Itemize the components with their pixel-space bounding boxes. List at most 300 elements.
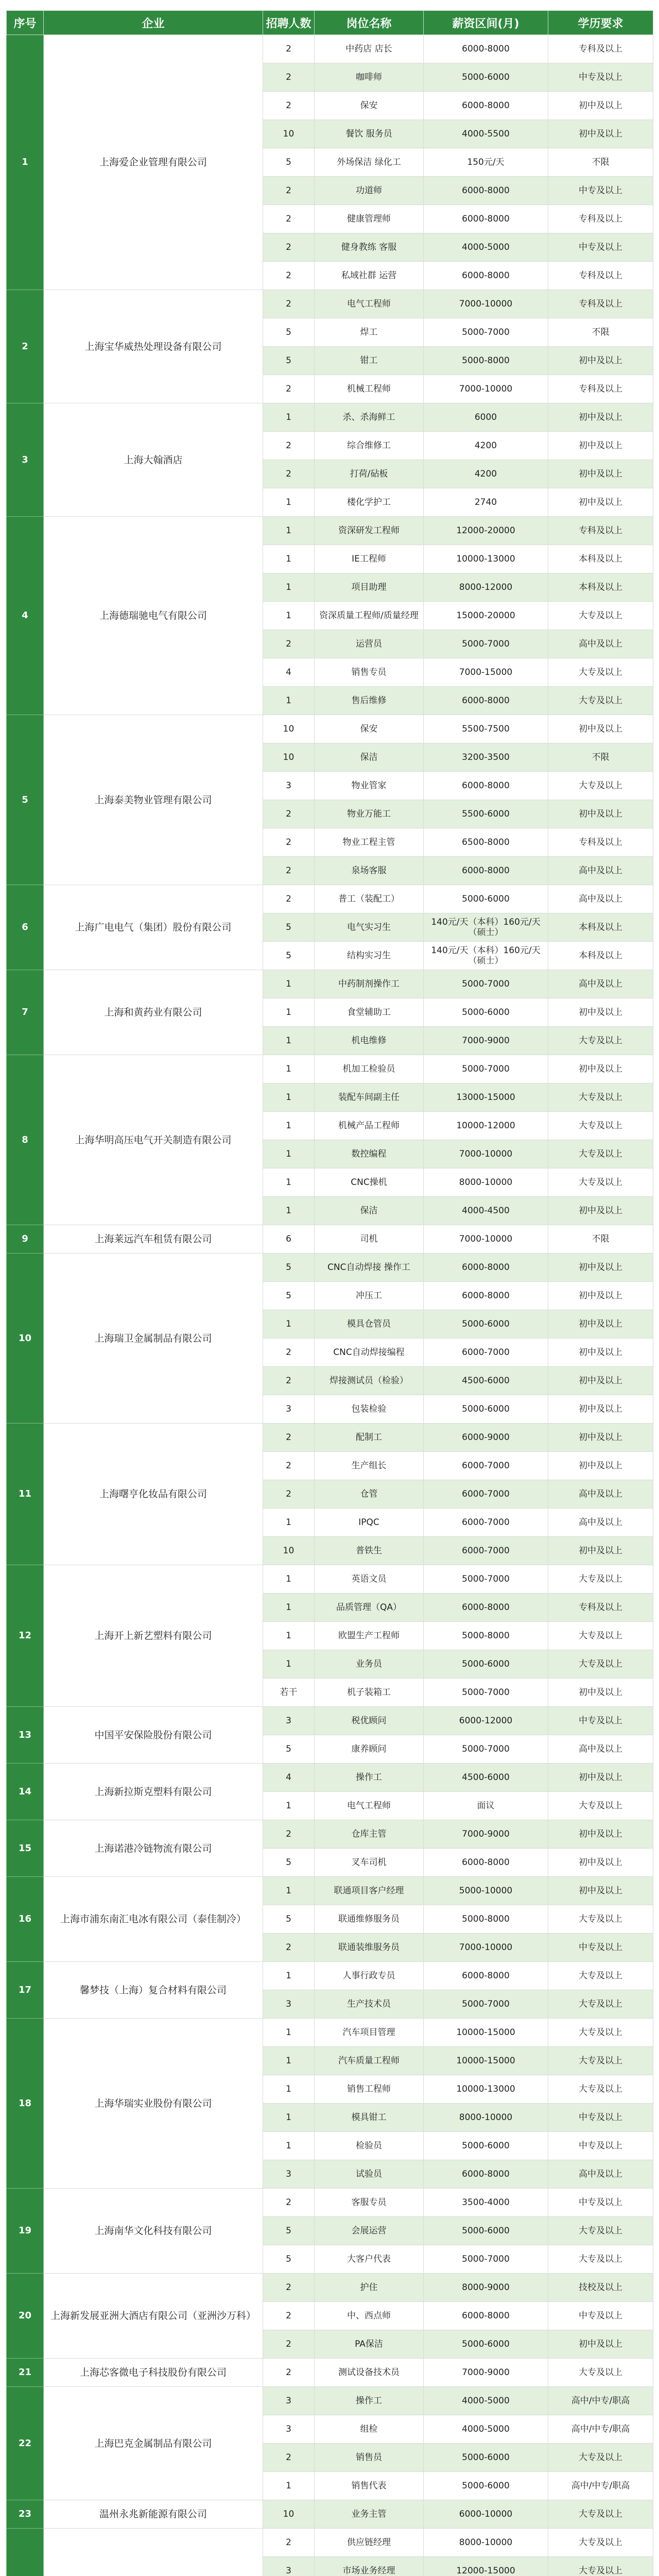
row-number: 17: [7, 1962, 44, 2019]
education-requirement: 大专及以上: [548, 2047, 653, 2075]
row-number: [7, 2529, 44, 2576]
hiring-count: 1: [263, 1197, 315, 1225]
education-requirement: 大专及以上: [548, 2245, 653, 2274]
company-name: 上海华明高压电气开关制造有限公司: [44, 1055, 263, 1225]
position-name: 司机: [315, 1225, 424, 1253]
hiring-count: 1: [263, 998, 315, 1027]
education-requirement: 大专及以上: [548, 2075, 653, 2104]
hiring-count: 2: [263, 1934, 315, 1962]
position-name: 杀、杀海鲜工: [315, 403, 424, 432]
education-requirement: 大专及以上: [548, 1112, 653, 1140]
position-name: 售后维修: [315, 687, 424, 715]
salary-range: 4200: [424, 432, 548, 460]
position-name: 汽车质量工程师: [315, 2047, 424, 2075]
position-name: 英语文员: [315, 1565, 424, 1594]
position-name: CNC操机: [315, 1168, 424, 1197]
hiring-count: 1: [263, 2019, 315, 2047]
company-name: 中国平安保险股份有限公司: [44, 1707, 263, 1764]
position-name: 保安: [315, 715, 424, 743]
company-name: 上海市浦东南汇电冰有限公司（泰佳制冷）: [44, 1877, 263, 1962]
salary-range: 7000-15000: [424, 658, 548, 687]
salary-range: 12000-15000: [424, 2557, 548, 2576]
hiring-count: 2: [263, 460, 315, 488]
row-number: 4: [7, 517, 44, 715]
hiring-count: 若干: [263, 1679, 315, 1707]
row-number: 18: [7, 2019, 44, 2189]
row-number: 2: [7, 290, 44, 403]
salary-range: 6000-8000: [424, 1594, 548, 1622]
header-row: [7, 11, 653, 35]
salary-range: 6000-8000: [424, 205, 548, 233]
hiring-count: 2: [263, 92, 315, 120]
salary-range: 10000-13000: [424, 545, 548, 573]
salary-range: 6000-8000: [424, 1253, 548, 1282]
salary-range: 5000-6000: [424, 2217, 548, 2245]
header-position: 岗位名称: [315, 11, 424, 35]
hiring-count: 2: [263, 432, 315, 460]
education-requirement: 高中/中专/职高: [548, 2387, 653, 2415]
education-requirement: 专科及以上: [548, 1594, 653, 1622]
salary-range: 5000-7000: [424, 318, 548, 347]
hiring-count: 1: [263, 1962, 315, 1990]
hiring-count: 2: [263, 35, 315, 63]
education-requirement: 初中及以上: [548, 1423, 653, 1452]
salary-range: 6000-8000: [424, 92, 548, 120]
hiring-count: 1: [263, 602, 315, 630]
position-name: 市场业务经理: [315, 2557, 424, 2576]
education-requirement: 专科及以上: [548, 375, 653, 403]
position-name: 模具钳工: [315, 2104, 424, 2132]
hiring-count: 10: [263, 2500, 315, 2529]
table-row: [7, 1877, 653, 1905]
hiring-count: 1: [263, 2104, 315, 2132]
education-requirement: 初中及以上: [548, 800, 653, 828]
hiring-count: 2: [263, 233, 315, 262]
row-number: 8: [7, 1055, 44, 1225]
education-requirement: 大专及以上: [548, 658, 653, 687]
hiring-count: 1: [263, 1140, 315, 1168]
salary-range: 4000-5000: [424, 233, 548, 262]
position-name: 业务员: [315, 1650, 424, 1679]
salary-range: 10000-15000: [424, 2019, 548, 2047]
row-number: 11: [7, 1423, 44, 1565]
position-name: 外场保洁 绿化工: [315, 148, 424, 177]
position-name: 保安: [315, 92, 424, 120]
position-name: 检验员: [315, 2132, 424, 2160]
position-name: 泉场客服: [315, 857, 424, 885]
hiring-count: 2: [263, 177, 315, 205]
hiring-count: 10: [263, 715, 315, 743]
header-education: 学历要求: [548, 11, 653, 35]
salary-range: 6500-8000: [424, 828, 548, 857]
salary-range: 7000-10000: [424, 1934, 548, 1962]
salary-range: 5000-6000: [424, 1395, 548, 1423]
education-requirement: 技校及以上: [548, 2274, 653, 2302]
hiring-count: 3: [263, 2160, 315, 2189]
hiring-count: 1: [263, 2132, 315, 2160]
salary-range: 5000-7000: [424, 1735, 548, 1764]
hiring-count: 2: [263, 2359, 315, 2387]
education-requirement: 本科及以上: [548, 913, 653, 942]
hiring-count: 1: [263, 1083, 315, 1112]
position-name: 餐饮 服务员: [315, 120, 424, 148]
hiring-count: 5: [263, 318, 315, 347]
salary-range: 5500-6000: [424, 800, 548, 828]
hiring-count: 5: [263, 2217, 315, 2245]
education-requirement: 不限: [548, 1225, 653, 1253]
row-number: 15: [7, 1820, 44, 1877]
company-name: 上海爱企业管理有限公司: [44, 35, 263, 290]
salary-range: 5000-6000: [424, 2330, 548, 2359]
salary-range: 5000-7000: [424, 1055, 548, 1083]
hiring-count: 2: [263, 2189, 315, 2217]
hiring-count: 2: [263, 290, 315, 318]
hiring-count: 1: [263, 1055, 315, 1083]
salary-range: 7000-10000: [424, 375, 548, 403]
education-requirement: 专科及以上: [548, 828, 653, 857]
hiring-count: 5: [263, 1282, 315, 1310]
education-requirement: 大专及以上: [548, 2217, 653, 2245]
salary-range: 6000-7000: [424, 1480, 548, 1509]
salary-range: 10000-15000: [424, 2047, 548, 2075]
company-name: 上海德瑞驰电气有限公司: [44, 517, 263, 715]
education-requirement: 大专及以上: [548, 1905, 653, 1934]
salary-range: 2740: [424, 488, 548, 517]
education-requirement: 初中及以上: [548, 488, 653, 517]
position-name: 运营员: [315, 630, 424, 658]
position-name: 客服专员: [315, 2189, 424, 2217]
table-row: [7, 2189, 653, 2217]
education-requirement: 初中及以上: [548, 1849, 653, 1877]
education-requirement: 大专及以上: [548, 1962, 653, 1990]
salary-range: 10000-13000: [424, 2075, 548, 2104]
salary-range: 7000-9000: [424, 1820, 548, 1849]
company-name: 温州永兆新能源有限公司: [44, 2500, 263, 2529]
education-requirement: 初中及以上: [548, 1537, 653, 1565]
position-name: 楼化学护工: [315, 488, 424, 517]
salary-range: 15000-20000: [424, 602, 548, 630]
row-number: 7: [7, 970, 44, 1055]
hiring-count: 5: [263, 2245, 315, 2274]
position-name: 钳工: [315, 347, 424, 375]
position-name: 物业管家: [315, 772, 424, 800]
position-name: 项目助理: [315, 573, 424, 602]
position-name: 会展运营: [315, 2217, 424, 2245]
salary-range: 150元/天: [424, 148, 548, 177]
row-number: 16: [7, 1877, 44, 1962]
position-name: 品质管理（QA）: [315, 1594, 424, 1622]
position-name: 数控编程: [315, 1140, 424, 1168]
salary-range: 4000-5500: [424, 120, 548, 148]
education-requirement: 初中及以上: [548, 1282, 653, 1310]
salary-range: 5000-6000: [424, 885, 548, 913]
education-requirement: 初中及以上: [548, 1679, 653, 1707]
hiring-count: 2: [263, 262, 315, 290]
position-name: CNC自动焊接编程: [315, 1338, 424, 1367]
position-name: 试验员: [315, 2160, 424, 2189]
company-name: 上海诺港冷链物流有限公司: [44, 1820, 263, 1877]
hiring-count: 10: [263, 120, 315, 148]
position-name: 测试设备技术员: [315, 2359, 424, 2387]
company-name: 上海瑞卫金属制品有限公司: [44, 1253, 263, 1423]
education-requirement: 初中及以上: [548, 120, 653, 148]
salary-range: 6000-8000: [424, 2160, 548, 2189]
salary-range: 5000-7000: [424, 630, 548, 658]
education-requirement: 中专及以上: [548, 2189, 653, 2217]
header-company: 企业: [44, 11, 263, 35]
position-name: 仓管: [315, 1480, 424, 1509]
hiring-count: 1: [263, 1168, 315, 1197]
salary-range: 5000-6000: [424, 2472, 548, 2500]
salary-range: 6000-8000: [424, 1849, 548, 1877]
salary-range: 5000-7000: [424, 2245, 548, 2274]
company-name: 上海华瑞实业股份有限公司: [44, 2019, 263, 2189]
company-name: 上海芯客微电子科技股份有限公司: [44, 2359, 263, 2387]
education-requirement: 初中及以上: [548, 1395, 653, 1423]
position-name: 生产技术员: [315, 1990, 424, 2019]
position-name: 中、西点师: [315, 2302, 424, 2330]
hiring-count: 2: [263, 375, 315, 403]
row-number: 14: [7, 1764, 44, 1820]
hiring-count: 2: [263, 1480, 315, 1509]
table-row: [7, 2019, 653, 2047]
company-name: 上海南华文化科技有限公司: [44, 2189, 263, 2274]
hiring-count: 1: [263, 2047, 315, 2075]
education-requirement: 初中及以上: [548, 1310, 653, 1338]
table-row: [7, 885, 653, 913]
table-row: [7, 35, 653, 63]
position-name: 联通维修服务员: [315, 1905, 424, 1934]
position-name: 电气实习生: [315, 913, 424, 942]
position-name: 大客户代表: [315, 2245, 424, 2274]
table-row: [7, 1820, 653, 1849]
education-requirement: 初中及以上: [548, 1338, 653, 1367]
education-requirement: 初中及以上: [548, 1055, 653, 1083]
hiring-count: 2: [263, 2274, 315, 2302]
position-name: 操作工: [315, 1764, 424, 1792]
hiring-count: 10: [263, 1537, 315, 1565]
header-count: 招聘人数: [263, 11, 315, 35]
salary-range: 6000-8000: [424, 857, 548, 885]
company-name: 上海宝华威热处理设备有限公司: [44, 290, 263, 403]
salary-range: 5000-8000: [424, 1622, 548, 1650]
position-name: 销售员: [315, 2444, 424, 2472]
position-name: 普铁生: [315, 1537, 424, 1565]
row-number: 9: [7, 1225, 44, 1253]
education-requirement: 大专及以上: [548, 1083, 653, 1112]
hiring-count: 1: [263, 488, 315, 517]
company-name: 上海和黄药业有限公司: [44, 970, 263, 1055]
education-requirement: 大专及以上: [548, 1565, 653, 1594]
hiring-count: 2: [263, 1423, 315, 1452]
education-requirement: 不限: [548, 318, 653, 347]
position-name: 物业万能工: [315, 800, 424, 828]
hiring-count: 2: [263, 2444, 315, 2472]
salary-range: 5000-7000: [424, 970, 548, 998]
hiring-count: 2: [263, 63, 315, 92]
hiring-count: 2: [263, 2302, 315, 2330]
education-requirement: 本科及以上: [548, 942, 653, 970]
education-requirement: 初中及以上: [548, 1197, 653, 1225]
salary-range: 5000-7000: [424, 1679, 548, 1707]
hiring-count: 4: [263, 1764, 315, 1792]
salary-range: 6000-8000: [424, 772, 548, 800]
company-name: 上海莱远汽车租赁有限公司: [44, 1225, 263, 1253]
education-requirement: 中专及以上: [548, 177, 653, 205]
table-row: [7, 1764, 653, 1792]
hiring-count: 5: [263, 1253, 315, 1282]
company-name: 上海广电电气（集团）股份有限公司: [44, 885, 263, 970]
position-name: 私域社群 运营: [315, 262, 424, 290]
education-requirement: 大专及以上: [548, 2557, 653, 2576]
education-requirement: 中专及以上: [548, 233, 653, 262]
salary-range: 4200: [424, 460, 548, 488]
hiring-count: 3: [263, 2557, 315, 2576]
company-name: 上海开上新艺塑料有限公司: [44, 1565, 263, 1707]
education-requirement: 初中及以上: [548, 347, 653, 375]
table-body: [7, 35, 653, 2576]
education-requirement: 大专及以上: [548, 1792, 653, 1820]
table-row: [7, 2529, 653, 2557]
education-requirement: 专科及以上: [548, 205, 653, 233]
salary-range: 4000-5000: [424, 2387, 548, 2415]
education-requirement: 初中及以上: [548, 715, 653, 743]
salary-range: 7000-10000: [424, 1140, 548, 1168]
position-name: 业务主管: [315, 2500, 424, 2529]
salary-range: 7000-9000: [424, 2359, 548, 2387]
education-requirement: 初中及以上: [548, 92, 653, 120]
hiring-count: 1: [263, 1877, 315, 1905]
salary-range: 6000-7000: [424, 1509, 548, 1537]
position-name: 机械工程师: [315, 375, 424, 403]
education-requirement: 高中及以上: [548, 630, 653, 658]
education-requirement: 高中及以上: [548, 1509, 653, 1537]
position-name: 康养顾问: [315, 1735, 424, 1764]
salary-range: 13000-15000: [424, 1083, 548, 1112]
salary-range: 5000-6000: [424, 1310, 548, 1338]
education-requirement: 大专及以上: [548, 687, 653, 715]
education-requirement: 不限: [548, 148, 653, 177]
hiring-count: 3: [263, 1707, 315, 1735]
position-name: 包装检验: [315, 1395, 424, 1423]
education-requirement: 中专及以上: [548, 1707, 653, 1735]
salary-range: 6000-8000: [424, 1282, 548, 1310]
table-row: [7, 2359, 653, 2387]
position-name: 电气工程师: [315, 290, 424, 318]
salary-range: 6000-8000: [424, 262, 548, 290]
table-row: [7, 1225, 653, 1253]
table-row: [7, 403, 653, 432]
hiring-count: 4: [263, 658, 315, 687]
hiring-count: 5: [263, 913, 315, 942]
education-requirement: 专科及以上: [548, 290, 653, 318]
education-requirement: 不限: [548, 743, 653, 772]
hiring-count: 2: [263, 885, 315, 913]
position-name: 机械产品工程师: [315, 1112, 424, 1140]
position-name: 咖啡师: [315, 63, 424, 92]
salary-range: 6000-7000: [424, 1338, 548, 1367]
row-number: 10: [7, 1253, 44, 1423]
salary-range: 140元/天（本科）160元/天（硕士）: [424, 942, 548, 970]
position-name: 模具仓管员: [315, 1310, 424, 1338]
table-row: [7, 2500, 653, 2529]
position-name: 焊接测试员（检验）: [315, 1367, 424, 1395]
hiring-count: 2: [263, 2529, 315, 2557]
education-requirement: 专科及以上: [548, 35, 653, 63]
hiring-count: 1: [263, 1112, 315, 1140]
position-name: 装配车间副主任: [315, 1083, 424, 1112]
company-name: 上海泰美物业管理有限公司: [44, 715, 263, 885]
education-requirement: 初中及以上: [548, 1820, 653, 1849]
salary-range: 6000: [424, 403, 548, 432]
position-name: 健身教练 客服: [315, 233, 424, 262]
salary-range: 6000-7000: [424, 1452, 548, 1480]
education-requirement: 本科及以上: [548, 573, 653, 602]
salary-range: 5000-6000: [424, 998, 548, 1027]
position-name: 资深质量工程师/质量经理: [315, 602, 424, 630]
education-requirement: 大专及以上: [548, 1168, 653, 1197]
hiring-count: 2: [263, 1338, 315, 1367]
salary-range: 6000-9000: [424, 1423, 548, 1452]
education-requirement: 大专及以上: [548, 1140, 653, 1168]
salary-range: 6000-8000: [424, 1962, 548, 1990]
position-name: 欧盟生产工程师: [315, 1622, 424, 1650]
position-name: 中药制剂操作工: [315, 970, 424, 998]
hiring-count: 5: [263, 1849, 315, 1877]
position-name: 打荷/砧板: [315, 460, 424, 488]
hiring-count: 2: [263, 1820, 315, 1849]
row-number: 21: [7, 2359, 44, 2387]
company-name: 上海曙亨化妆品有限公司: [44, 1423, 263, 1565]
position-name: 食堂辅助工: [315, 998, 424, 1027]
salary-range: 5000-10000: [424, 1877, 548, 1905]
salary-range: 4500-6000: [424, 1367, 548, 1395]
company-name: 馨梦技（上海）复合材料有限公司: [44, 1962, 263, 2019]
hiring-count: 1: [263, 545, 315, 573]
table-row: [7, 1962, 653, 1990]
position-name: 中药店 店长: [315, 35, 424, 63]
hiring-count: 1: [263, 1594, 315, 1622]
hiring-count: 1: [263, 1027, 315, 1055]
hiring-count: 3: [263, 2387, 315, 2415]
education-requirement: 高中及以上: [548, 885, 653, 913]
position-name: 汽车项目管理: [315, 2019, 424, 2047]
position-name: 销售工程师: [315, 2075, 424, 2104]
education-requirement: 高中/中专/职高: [548, 2472, 653, 2500]
salary-range: 4000-4500: [424, 1197, 548, 1225]
education-requirement: 专科及以上: [548, 517, 653, 545]
position-name: 联通项目客户经理: [315, 1877, 424, 1905]
education-requirement: 高中及以上: [548, 1735, 653, 1764]
position-name: 资深研发工程师: [315, 517, 424, 545]
position-name: 冲压工: [315, 1282, 424, 1310]
education-requirement: 中专及以上: [548, 63, 653, 92]
salary-range: 4500-6000: [424, 1764, 548, 1792]
hiring-count: 6: [263, 1225, 315, 1253]
salary-range: 8000-10000: [424, 1168, 548, 1197]
salary-range: 7000-9000: [424, 1027, 548, 1055]
education-requirement: 初中及以上: [548, 1253, 653, 1282]
salary-range: 4000-5000: [424, 2415, 548, 2444]
recruitment-table: [6, 10, 653, 2576]
hiring-count: 1: [263, 2075, 315, 2104]
education-requirement: 高中及以上: [548, 970, 653, 998]
salary-range: 6000-12000: [424, 1707, 548, 1735]
education-requirement: 大专及以上: [548, 1027, 653, 1055]
education-requirement: 大专及以上: [548, 2019, 653, 2047]
hiring-count: 2: [263, 2330, 315, 2359]
education-requirement: 大专及以上: [548, 2529, 653, 2557]
